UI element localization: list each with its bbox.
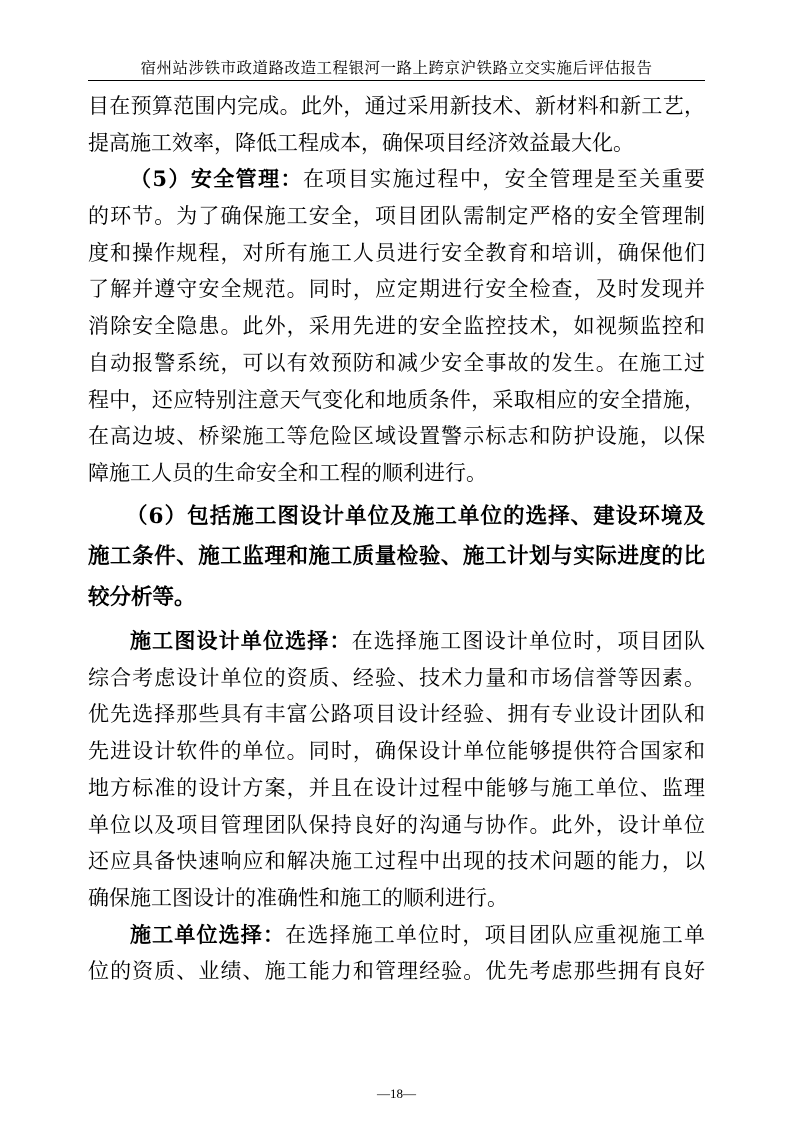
text-line: 提高施工效率，降低工程成本，确保项目经济效益最大化。 xyxy=(88,130,634,155)
text-line: 单位以及项目管理团队保持良好的沟通与协作。此外，设计单位 xyxy=(88,812,705,837)
heading-line: 施工条件、施工监理和施工质量检验、施工计划与实际进度的比 xyxy=(88,544,705,570)
document-body xyxy=(88,88,705,990)
paragraph-design-unit-selection xyxy=(88,623,705,917)
heading-line: （6）包括施工图设计单位及施工单位的选择、建设环境及 xyxy=(126,503,705,529)
text-run: 在选择施工图设计单位时，项目团队 xyxy=(351,629,706,654)
section-heading-6 xyxy=(88,497,705,619)
text-line: 先进设计软件的单位。同时，确保设计单位能够提供符合国家和 xyxy=(88,739,705,764)
text-run: 在选择施工单位时，项目团队应重视施工单 xyxy=(285,922,706,947)
text-line: 了解并遵守安全规范。同时，应定期进行安全检查，及时发现并 xyxy=(88,277,705,302)
lead-in-bold: 施工图设计单位选择： xyxy=(130,628,352,654)
text-line xyxy=(88,917,705,954)
paragraph-safety-management xyxy=(88,161,705,491)
text-line: 优先选择那些具有丰富公路项目设计经验、拥有专业设计团队和 xyxy=(88,702,705,727)
text-line: 确保施工图设计的准确性和施工的顺利进行。 xyxy=(88,885,508,910)
text-line: 消除安全隐患。此外，采用先进的安全监控技术，如视频监控和 xyxy=(88,314,705,339)
paragraph-construction-unit-selection xyxy=(88,917,705,990)
text-line: 程中，还应特别注意天气变化和地质条件，采取相应的安全措施， xyxy=(88,387,705,412)
text-line: 在高边坡、桥梁施工等危险区域设置警示标志和防护设施，以保 xyxy=(88,424,705,449)
text-line: 还应具备快速响应和解决施工过程中出现的技术问题的能力，以 xyxy=(88,849,705,874)
lead-in-bold: （5）安全管理： xyxy=(130,166,303,192)
text-run: 在项目实施过程中，安全管理是至关重要 xyxy=(302,167,705,192)
text-line: 目在预算范围内完成。此外，通过采用新技术、新材料和新工艺， xyxy=(88,94,705,118)
page-number: —18— xyxy=(377,1086,416,1101)
text-line: 障施工人员的生命安全和工程的顺利进行。 xyxy=(88,460,487,485)
heading-line: 较分析等。 xyxy=(88,584,196,610)
text-line: 地方标准的设计方案，并且在设计过程中能够与施工单位、监理 xyxy=(88,775,705,800)
text-line: 度和操作规程，对所有施工人员进行安全教育和培训，确保他们 xyxy=(88,240,705,265)
lead-in-bold: 施工单位选择： xyxy=(130,921,286,947)
text-line xyxy=(88,161,705,198)
text-line xyxy=(88,623,705,660)
text-line: 的环节。为了确保施工安全，项目团队需制定严格的安全管理制 xyxy=(88,204,705,229)
text-line: 综合考虑设计单位的资质、经验、技术力量和市场信誉等因素。 xyxy=(88,665,705,690)
header-divider xyxy=(88,80,705,81)
text-line: 位的资质、业绩、施工能力和管理经验。优先考虑那些拥有良好 xyxy=(88,959,705,984)
running-header: 宿州站涉铁市政道路改造工程银河一路上跨京沪铁路立交实施后评估报告 xyxy=(140,59,653,77)
text-line: 自动报警系统，可以有效预防和减少安全事故的发生。在施工过 xyxy=(88,350,705,375)
paragraph-cost-control-end xyxy=(88,88,705,161)
